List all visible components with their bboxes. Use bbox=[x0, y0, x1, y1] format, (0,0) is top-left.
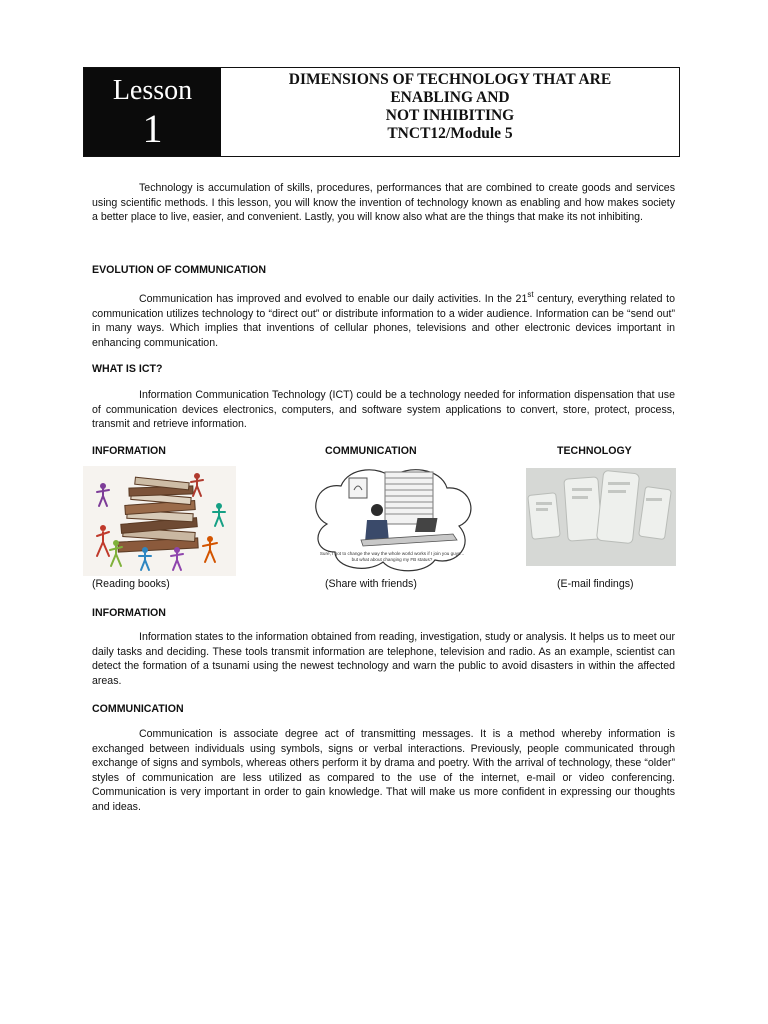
comic-caption: Sure, I got to change the way the whole world works if I join you guys... but what about changing my FB status? bbox=[319, 551, 465, 562]
title-line-3: NOT INHIBITING bbox=[385, 107, 515, 124]
evolution-text-b: century, everything related to communication utilizes technology to “direct out” or distribute information to a wider audience. Information can be “send out” in many ways. Which implies that inventions of cellular phones, televisions and other electronic devices important in enhancing communication. bbox=[92, 293, 675, 349]
label-communication: COMMUNICATION bbox=[325, 445, 417, 457]
evolution-paragraph bbox=[92, 292, 675, 350]
communication-heading: COMMUNICATION bbox=[92, 703, 184, 715]
label-information: INFORMATION bbox=[92, 445, 166, 457]
communication-section bbox=[92, 727, 675, 815]
information-heading: INFORMATION bbox=[92, 607, 166, 619]
lesson-title bbox=[221, 68, 679, 156]
ict-section bbox=[92, 388, 675, 432]
communication-paragraph: Communication is associate degree act of transmitting messages. It is a method whereby information is exchanged between individuals using symbols, signs or verbal interactions. Previously, people communicated through exchange of signs and symbols, whereas others perform it by drama and poetry. With the arrival of technology, these “older” styles of communication are less utilized as compared to the use of the internet, e-mail or video conferencing. Communication is very important in order to gain knowledge. That will make us more confident in expressing our thoughts and ideas. bbox=[92, 728, 675, 813]
evolution-heading: EVOLUTION OF COMMUNICATION bbox=[92, 264, 266, 276]
caption-information: (Reading books) bbox=[92, 578, 170, 590]
books-icon bbox=[83, 466, 236, 576]
title-line-4: TNCT12/Module 5 bbox=[387, 125, 513, 142]
information-section bbox=[92, 630, 675, 688]
smartphone-icon bbox=[526, 468, 676, 566]
information-paragraph: Information states to the information obtained from reading, investigation, study or analysis. It helps us to meet our daily tasks and deciding. These tools transmit information are telephone, television and radio. As an example, scientist can detect the formation of a tsunami using the newest technology and warn the public to avoid disasters in within the affected areas. bbox=[92, 631, 675, 687]
label-technology: TECHNOLOGY bbox=[557, 445, 632, 457]
lesson-header bbox=[83, 67, 680, 157]
title-line-2: ENABLING AND bbox=[390, 89, 510, 106]
ict-heading: WHAT IS ICT? bbox=[92, 363, 163, 375]
caption-communication: (Share with friends) bbox=[325, 578, 417, 590]
title-line-1: DIMENSIONS OF TECHNOLOGY THAT ARE bbox=[288, 71, 612, 88]
lesson-number: 1 bbox=[142, 106, 163, 151]
phones-illustration bbox=[526, 468, 676, 566]
comic-illustration bbox=[307, 464, 477, 574]
evolution-superscript: st bbox=[527, 290, 534, 299]
lesson-word: Lesson bbox=[112, 75, 193, 106]
evolution-section bbox=[92, 292, 675, 350]
lesson-badge bbox=[84, 68, 221, 156]
books-illustration bbox=[83, 466, 236, 576]
ict-paragraph: Information Communication Technology (ICT) could be a technology needed for information dispensation that use of communication devices electronics, computers, and software system applications to convert, store, protect, process, transmit and retrieve information. bbox=[92, 389, 675, 431]
intro-paragraph: Technology is accumulation of skills, procedures, performances that are combined to create goods and services using scientific methods. I this lesson, you will know the invention of technology known as enabling and how makes society a better place to live, easier, and convenient. Lastly, you will know also what are the things that make its not inhibiting. bbox=[92, 182, 675, 224]
evolution-text-a: Communication has improved and evolved to enable our daily activities. In the 21 bbox=[139, 293, 528, 305]
intro-section bbox=[92, 181, 675, 225]
caption-technology: (E-mail findings) bbox=[557, 578, 634, 590]
